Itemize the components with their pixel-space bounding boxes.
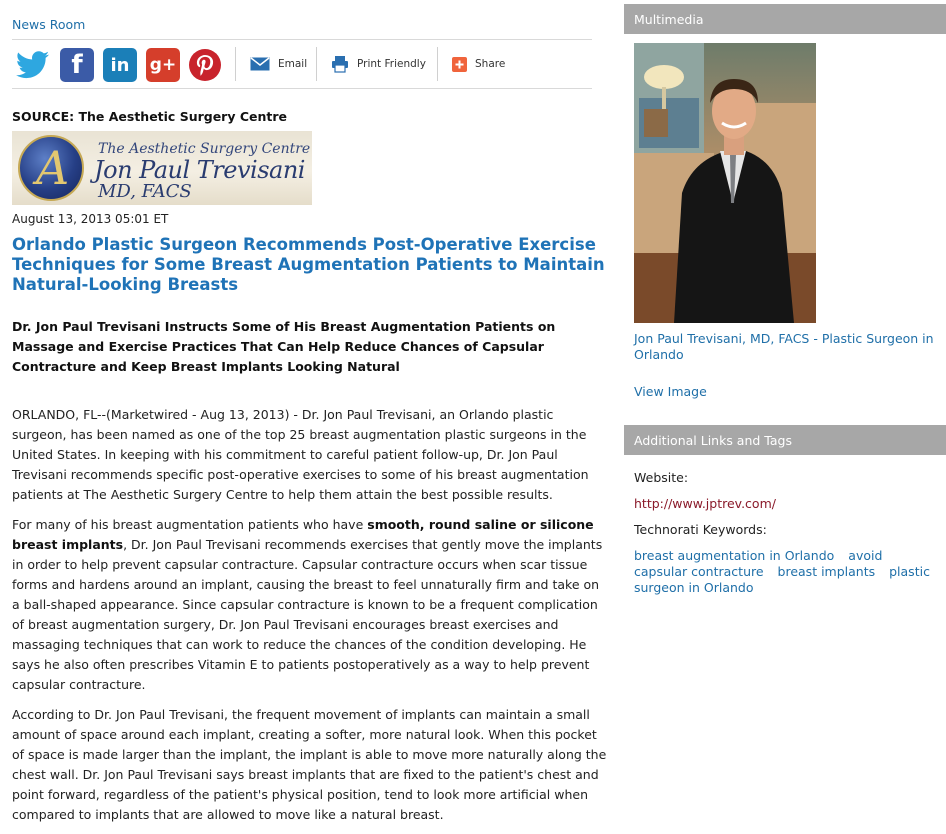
plus-icon <box>452 57 467 72</box>
paragraph-3: According to Dr. Jon Paul Trevisani, the frequent movement of implants can maintain a small amount of space around each implant, creating a softer, more natural look. When this pocket of space is made larger than the implant, the implant is able to move more naturally along the chest wall. Dr. Jon Paul Trevisani says breast implants that are fixed to the patient's chest and point forward, regardless of the patient's physical position, tend to look more artificial when compared to implants that are allowed to move like a natural breast. <box>12 707 607 822</box>
keyword-tag[interactable]: plastic surgeon in Orlando <box>634 564 930 595</box>
article-body <box>12 405 608 834</box>
website-link[interactable]: http://www.jptrev.com/ <box>634 496 776 511</box>
share-toolbar <box>12 39 592 89</box>
share-label: Share <box>475 58 506 70</box>
twitter-icon[interactable] <box>16 48 50 82</box>
keyword-tags <box>634 548 939 596</box>
email-button[interactable] <box>250 54 307 74</box>
keyword-tag[interactable]: avoid capsular contracture <box>634 548 883 579</box>
links-tags-header: Additional Links and Tags <box>624 425 946 455</box>
paragraph-2 <box>12 515 608 695</box>
keyword-tag[interactable]: breast implants <box>777 564 876 579</box>
paragraph-2-text: For many of his breast augmentation patients who have <box>12 517 368 532</box>
website-label: Website: <box>634 470 689 485</box>
keyword-tag[interactable]: breast augmentation in Orlando <box>634 548 835 563</box>
photo-caption-link[interactable]: Jon Paul Trevisani, MD, FACS - Plastic Surgeon in Orlando <box>634 331 934 362</box>
envelope-icon <box>250 57 270 71</box>
paragraph-1: ORLANDO, FL--(Marketwired - Aug 13, 2013) - Dr. Jon Paul Trevisani, an Orlando plastic surgeon, has been named as one of the top 25 breast augmentation plastic surgeons in the United States. In keeping with his commitment to careful patient follow-up, Dr. Jon Paul Trevisani recommends specific post-operative exercises to some of his breast augmentation patients at The Aesthetic Surgery Centre to help them attain the best possible results. <box>12 407 589 502</box>
paragraph-2-bold: smooth, round saline or silicone breast implants <box>12 517 594 552</box>
news-room-link[interactable]: News Room <box>12 17 86 32</box>
print-button[interactable] <box>331 54 426 74</box>
paragraph-2-text-end: , Dr. Jon Paul Trevisani recommends exercises that gently move the implants in order to help prevent capsular contracture. Capsular contracture occurs when scar tissue forms and hardens around an implant, causing the breast to feel unnaturally firm and take on a ball-shaped appearance. Since capsular contracture is known to be a frequent complication of breast augmentation surgery, Dr. Jon Paul Trevisani encourages breast exercises and massaging techniques that can work to reduce the chances of the condition developing. He says he also often prescribes Vitamin E to patients postoperatively as a way to help prevent capsular contracture. <box>12 537 603 692</box>
article-headline: Orlando Plastic Surgeon Recommends Post-Operative Exercise Techniques for Some Breast Augmentation Patients to Maintain Natural-Looking Breasts <box>12 235 605 294</box>
keywords-label: Technorati Keywords: <box>634 522 767 537</box>
toolbar-divider <box>316 47 317 81</box>
printer-icon <box>331 55 349 73</box>
pinterest-icon[interactable] <box>188 48 222 82</box>
logo-line-3: MD, FACS <box>98 181 192 202</box>
logo-line-2: Jon Paul Trevisani <box>94 156 305 184</box>
share-button[interactable] <box>452 54 505 74</box>
google-plus-icon[interactable]: g+ <box>146 48 180 82</box>
doctor-photo[interactable] <box>634 43 816 323</box>
sidebar <box>624 0 946 834</box>
logo-line-1: The Aesthetic Surgery Centre <box>98 141 311 157</box>
article-subhead: Dr. Jon Paul Trevisani Instructs Some of His Breast Augmentation Patients on Massage and Exercise Practices That Can Help Reduce Chances of Capsular Contracture and Keep Breast Implants Looking Natural <box>12 319 556 374</box>
company-logo <box>12 131 312 205</box>
toolbar-divider <box>235 47 236 81</box>
view-image-link[interactable]: View Image <box>634 384 707 399</box>
multimedia-header: Multimedia <box>624 4 946 34</box>
linkedin-icon[interactable]: in <box>103 48 137 82</box>
toolbar-divider <box>437 47 438 81</box>
logo-medallion: A <box>18 135 84 201</box>
publish-date: August 13, 2013 05:01 ET <box>12 212 169 226</box>
print-label: Print Friendly <box>357 58 426 70</box>
facebook-icon[interactable]: f <box>60 48 94 82</box>
email-label: Email <box>278 58 308 70</box>
source-line: SOURCE: The Aesthetic Surgery Centre <box>12 109 288 124</box>
